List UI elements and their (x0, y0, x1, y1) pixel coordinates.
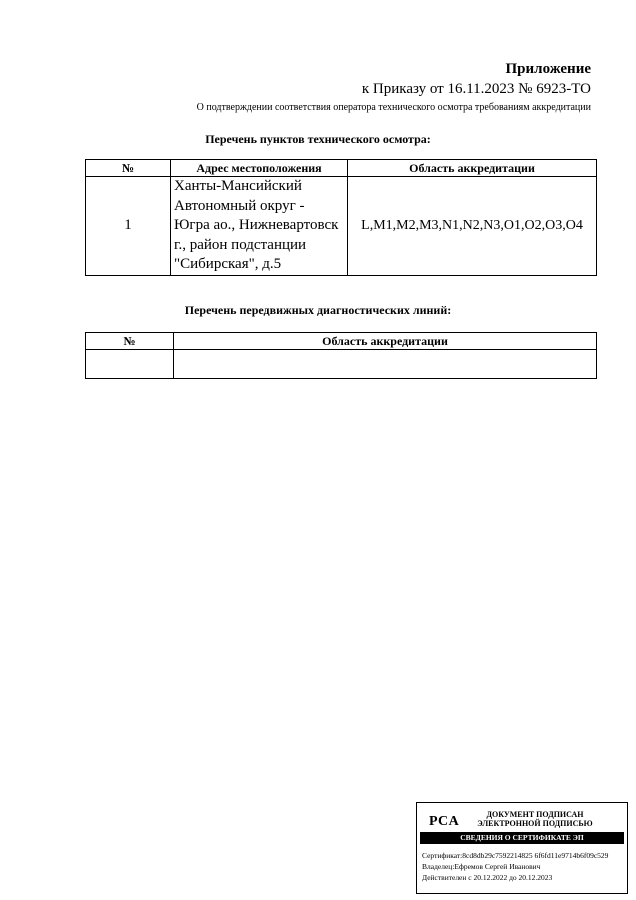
inspection-points-table (85, 159, 597, 276)
address-line: г., район подстанции (174, 236, 307, 253)
column-header-address: Адрес местоположения (171, 160, 348, 177)
inspection-points-title: Перечень пунктов технического осмотра: (205, 132, 431, 146)
stamp-logo: PCA (429, 814, 460, 829)
column-header-number: № (86, 333, 174, 350)
row-number (86, 350, 174, 379)
table-header-row (86, 160, 597, 177)
column-header-number: № (86, 160, 171, 177)
address-line: Югра ао., Нижневартовск (174, 217, 339, 233)
appendix-title: Приложение (505, 61, 591, 77)
table-row (86, 350, 597, 379)
row-number: 1 (86, 177, 171, 276)
column-header-scope: Область аккредитации (348, 160, 597, 177)
stamp-heading-line: ЭЛЕКТРОННОЙ ПОДПИСЬЮ (477, 819, 593, 828)
order-subject: О подтверждении соответствия оператора технического осмотра требованиям аккредитации (196, 102, 591, 113)
row-accreditation-scope: L,M1,M2,M3,N1,N2,N3,O1,O2,O3,O4 (348, 177, 597, 276)
electronic-signature-stamp (416, 802, 628, 894)
stamp-heading (475, 810, 595, 828)
certificate-id: Сертификат:8cd8db29c7592214825 6f6fd11e9714b6f09c529 (422, 851, 609, 860)
row-address (171, 177, 348, 276)
row-accreditation-scope (174, 350, 597, 379)
address-line: Автономный округ - (174, 197, 305, 214)
order-reference: к Приказу от 16.11.2023 № 6923-ТО (361, 81, 591, 97)
table-header-row (86, 333, 597, 350)
address-line: Ханты-Мансийский (174, 178, 302, 194)
address-line: "Сибирская", д.5 (174, 256, 282, 272)
column-header-scope: Область аккредитации (174, 333, 597, 350)
table-row (86, 177, 597, 276)
stamp-heading-line: ДОКУМЕНТ ПОДПИСАН (486, 810, 584, 819)
document-header (197, 60, 591, 115)
mobile-lines-table (85, 332, 597, 379)
stamp-details (422, 850, 608, 883)
mobile-lines-title: Перечень передвижных диагностических линий: (184, 303, 452, 317)
certificate-owner: Владелец:Ефремов Сергей Иванович (422, 862, 541, 871)
stamp-certificate-bar: СВЕДЕНИЯ О СЕРТИФИКАТЕ ЭП (420, 832, 624, 844)
certificate-validity: Действителен с 20.12.2022 до 20.12.2023 (422, 873, 553, 882)
